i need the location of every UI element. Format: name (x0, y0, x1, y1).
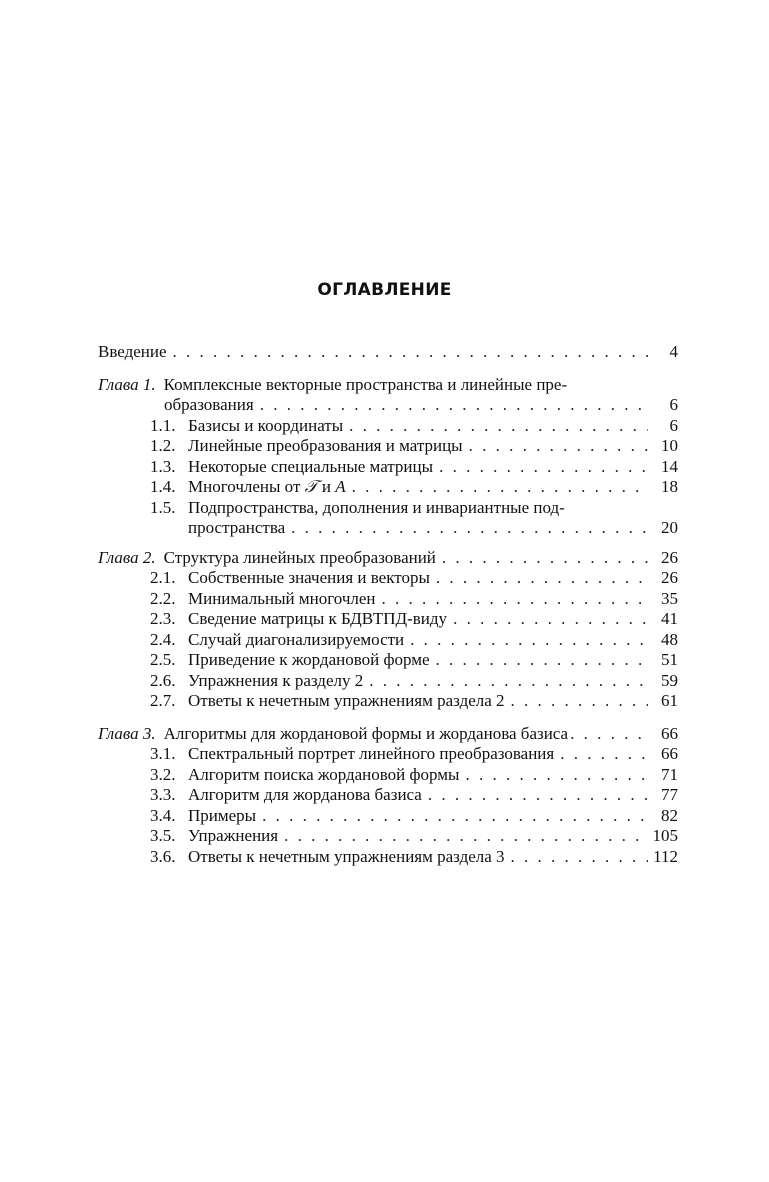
section-number: 3.4. (150, 805, 176, 825)
chapter-title: Комплексные векторные пространства и линейные пре- (163, 374, 568, 394)
chapter-label: Глава 2. (98, 547, 156, 567)
dot-leader (570, 724, 648, 745)
dot-leader (369, 671, 648, 692)
toc-page-number: 82 (661, 805, 678, 825)
section-title-continued: пространства (188, 518, 286, 537)
toc-page-number: 51 (661, 650, 678, 669)
toc-section-1-2[interactable] (98, 436, 678, 457)
dot-leader (511, 847, 648, 868)
chapter-title-continued: образования (164, 395, 254, 414)
toc-page-number: 59 (661, 670, 678, 690)
section-title-text: Многочлены от (188, 477, 301, 496)
section-title: Линейные преобразования и матрицы (188, 436, 463, 455)
dot-leader (291, 518, 648, 539)
dot-leader (511, 691, 648, 712)
toc-page-number: 4 (669, 342, 678, 361)
dot-leader (260, 395, 648, 416)
toc-section-1-5-line1[interactable] (98, 498, 678, 519)
section-title: Алгоритм поиска жордановой формы (188, 764, 460, 784)
toc-page-number: 105 (652, 826, 678, 845)
chapter-label: Глава 3. (98, 723, 156, 743)
toc-page-number: 77 (661, 785, 678, 804)
section-number: 3.1. (150, 744, 176, 763)
toc-section-2-4[interactable] (98, 630, 678, 651)
section-number: 2.4. (150, 629, 176, 649)
section-title: Базисы и координаты (188, 415, 344, 435)
toc-page-number: 35 (661, 588, 678, 608)
toc-page-number: 18 (661, 477, 678, 496)
toc-chapter-2[interactable] (98, 548, 678, 569)
dot-leader (410, 630, 648, 651)
section-number: 2.7. (150, 691, 176, 710)
section-title: Упражнения (188, 826, 279, 845)
section-title: Приведение к жордановой форме (188, 650, 430, 669)
toc-entry-text: Введение (98, 342, 167, 361)
toc-page-number: 66 (661, 723, 678, 743)
section-title: Спектральный портрет линейного преобразования (188, 744, 555, 763)
dot-leader (442, 548, 648, 569)
dot-leader (436, 650, 648, 671)
toc-entry-intro[interactable] (98, 342, 678, 363)
section-title: Упражнения к разделу 2 (188, 670, 364, 690)
section-title: Ответы к нечетным упражнениям раздела 3 (188, 846, 505, 866)
toc-chapter-3[interactable] (98, 724, 678, 745)
section-title: Минимальный многочлен (188, 588, 376, 608)
section-number: 1.3. (150, 456, 176, 476)
section-title-conj: и (321, 477, 332, 496)
toc-section-3-1[interactable] (98, 744, 678, 765)
math-symbol-t: 𝒯 (304, 477, 318, 496)
toc-page-number: 26 (661, 547, 678, 567)
section-title: Сведение матрицы к БДВТПД-виду (188, 609, 448, 628)
section-number: 1.1. (150, 415, 176, 435)
toc-page-number: 6 (669, 415, 678, 435)
section-number: 3.6. (150, 846, 176, 866)
dot-leader (382, 589, 649, 610)
dot-leader (436, 568, 648, 589)
dot-leader (173, 342, 648, 363)
section-title: Собственные значения и векторы (188, 568, 430, 587)
dot-leader (469, 436, 648, 457)
toc-page-number: 71 (661, 764, 678, 784)
toc-section-2-2[interactable] (98, 589, 678, 610)
table-of-contents (98, 342, 678, 867)
toc-section-3-5[interactable] (98, 826, 678, 847)
chapter-label: Глава 1. (98, 374, 156, 394)
toc-page-number: 112 (653, 846, 678, 866)
section-number: 1.5. (150, 497, 176, 517)
section-number: 2.1. (150, 568, 176, 587)
section-number: 3.2. (150, 764, 176, 784)
toc-page-number: 6 (669, 395, 678, 414)
section-title: Некоторые специальные матрицы (188, 456, 434, 476)
toc-section-1-1[interactable] (98, 416, 678, 437)
section-number: 1.4. (150, 477, 176, 496)
section-number: 1.2. (150, 436, 176, 455)
section-number: 2.6. (150, 670, 176, 690)
dot-leader (284, 826, 648, 847)
dot-leader (262, 806, 648, 827)
toc-section-3-4[interactable] (98, 806, 678, 827)
dot-leader (349, 416, 648, 437)
math-symbol-a: A (335, 477, 346, 496)
toc-page-number: 66 (661, 744, 678, 763)
toc-page-number: 61 (661, 691, 678, 710)
toc-section-2-3[interactable] (98, 609, 678, 630)
dot-leader (465, 765, 648, 786)
toc-section-1-4[interactable] (98, 477, 678, 498)
section-title: Алгоритм для жорданова базиса (188, 785, 422, 804)
dot-leader (560, 744, 648, 765)
section-title: Ответы к нечетным упражнениям раздела 2 (188, 691, 505, 710)
toc-page-number: 41 (661, 609, 678, 628)
toc-page-number: 26 (661, 568, 678, 587)
toc-section-1-5-line2[interactable] (98, 518, 678, 539)
section-title: Примеры (188, 805, 257, 825)
toc-page-number: 48 (661, 629, 678, 649)
toc-chapter-1-line1[interactable] (98, 375, 678, 396)
section-number: 2.2. (150, 588, 176, 608)
section-title: Подпространства, дополнения и инвариантные под- (188, 497, 565, 517)
toc-section-3-6[interactable] (98, 847, 678, 868)
toc-page-number: 14 (661, 456, 678, 476)
section-number: 3.3. (150, 785, 176, 804)
toc-section-2-6[interactable] (98, 671, 678, 692)
dot-leader (352, 477, 648, 498)
toc-chapter-1-line2[interactable] (98, 395, 678, 416)
section-title: Случай диагонализируемости (188, 629, 405, 649)
section-title (188, 477, 346, 498)
toc-section-2-1[interactable] (98, 568, 678, 589)
toc-section-3-3[interactable] (98, 785, 678, 806)
toc-page-number: 20 (661, 518, 678, 537)
dot-leader (439, 457, 648, 478)
dot-leader (453, 609, 648, 630)
toc-page-number: 10 (661, 436, 678, 455)
section-number: 2.3. (150, 609, 176, 628)
toc-section-1-3[interactable] (98, 457, 678, 478)
toc-section-2-7[interactable] (98, 691, 678, 712)
section-number: 2.5. (150, 650, 176, 669)
toc-section-3-2[interactable] (98, 765, 678, 786)
toc-section-2-5[interactable] (98, 650, 678, 671)
page-title: ОГЛАВЛЕНИЕ (317, 280, 452, 300)
section-number: 3.5. (150, 826, 176, 845)
chapter-title: Алгоритмы для жордановой формы и жорданова базиса (163, 723, 569, 743)
dot-leader (428, 785, 648, 806)
chapter-title: Структура линейных преобразований (163, 547, 436, 567)
